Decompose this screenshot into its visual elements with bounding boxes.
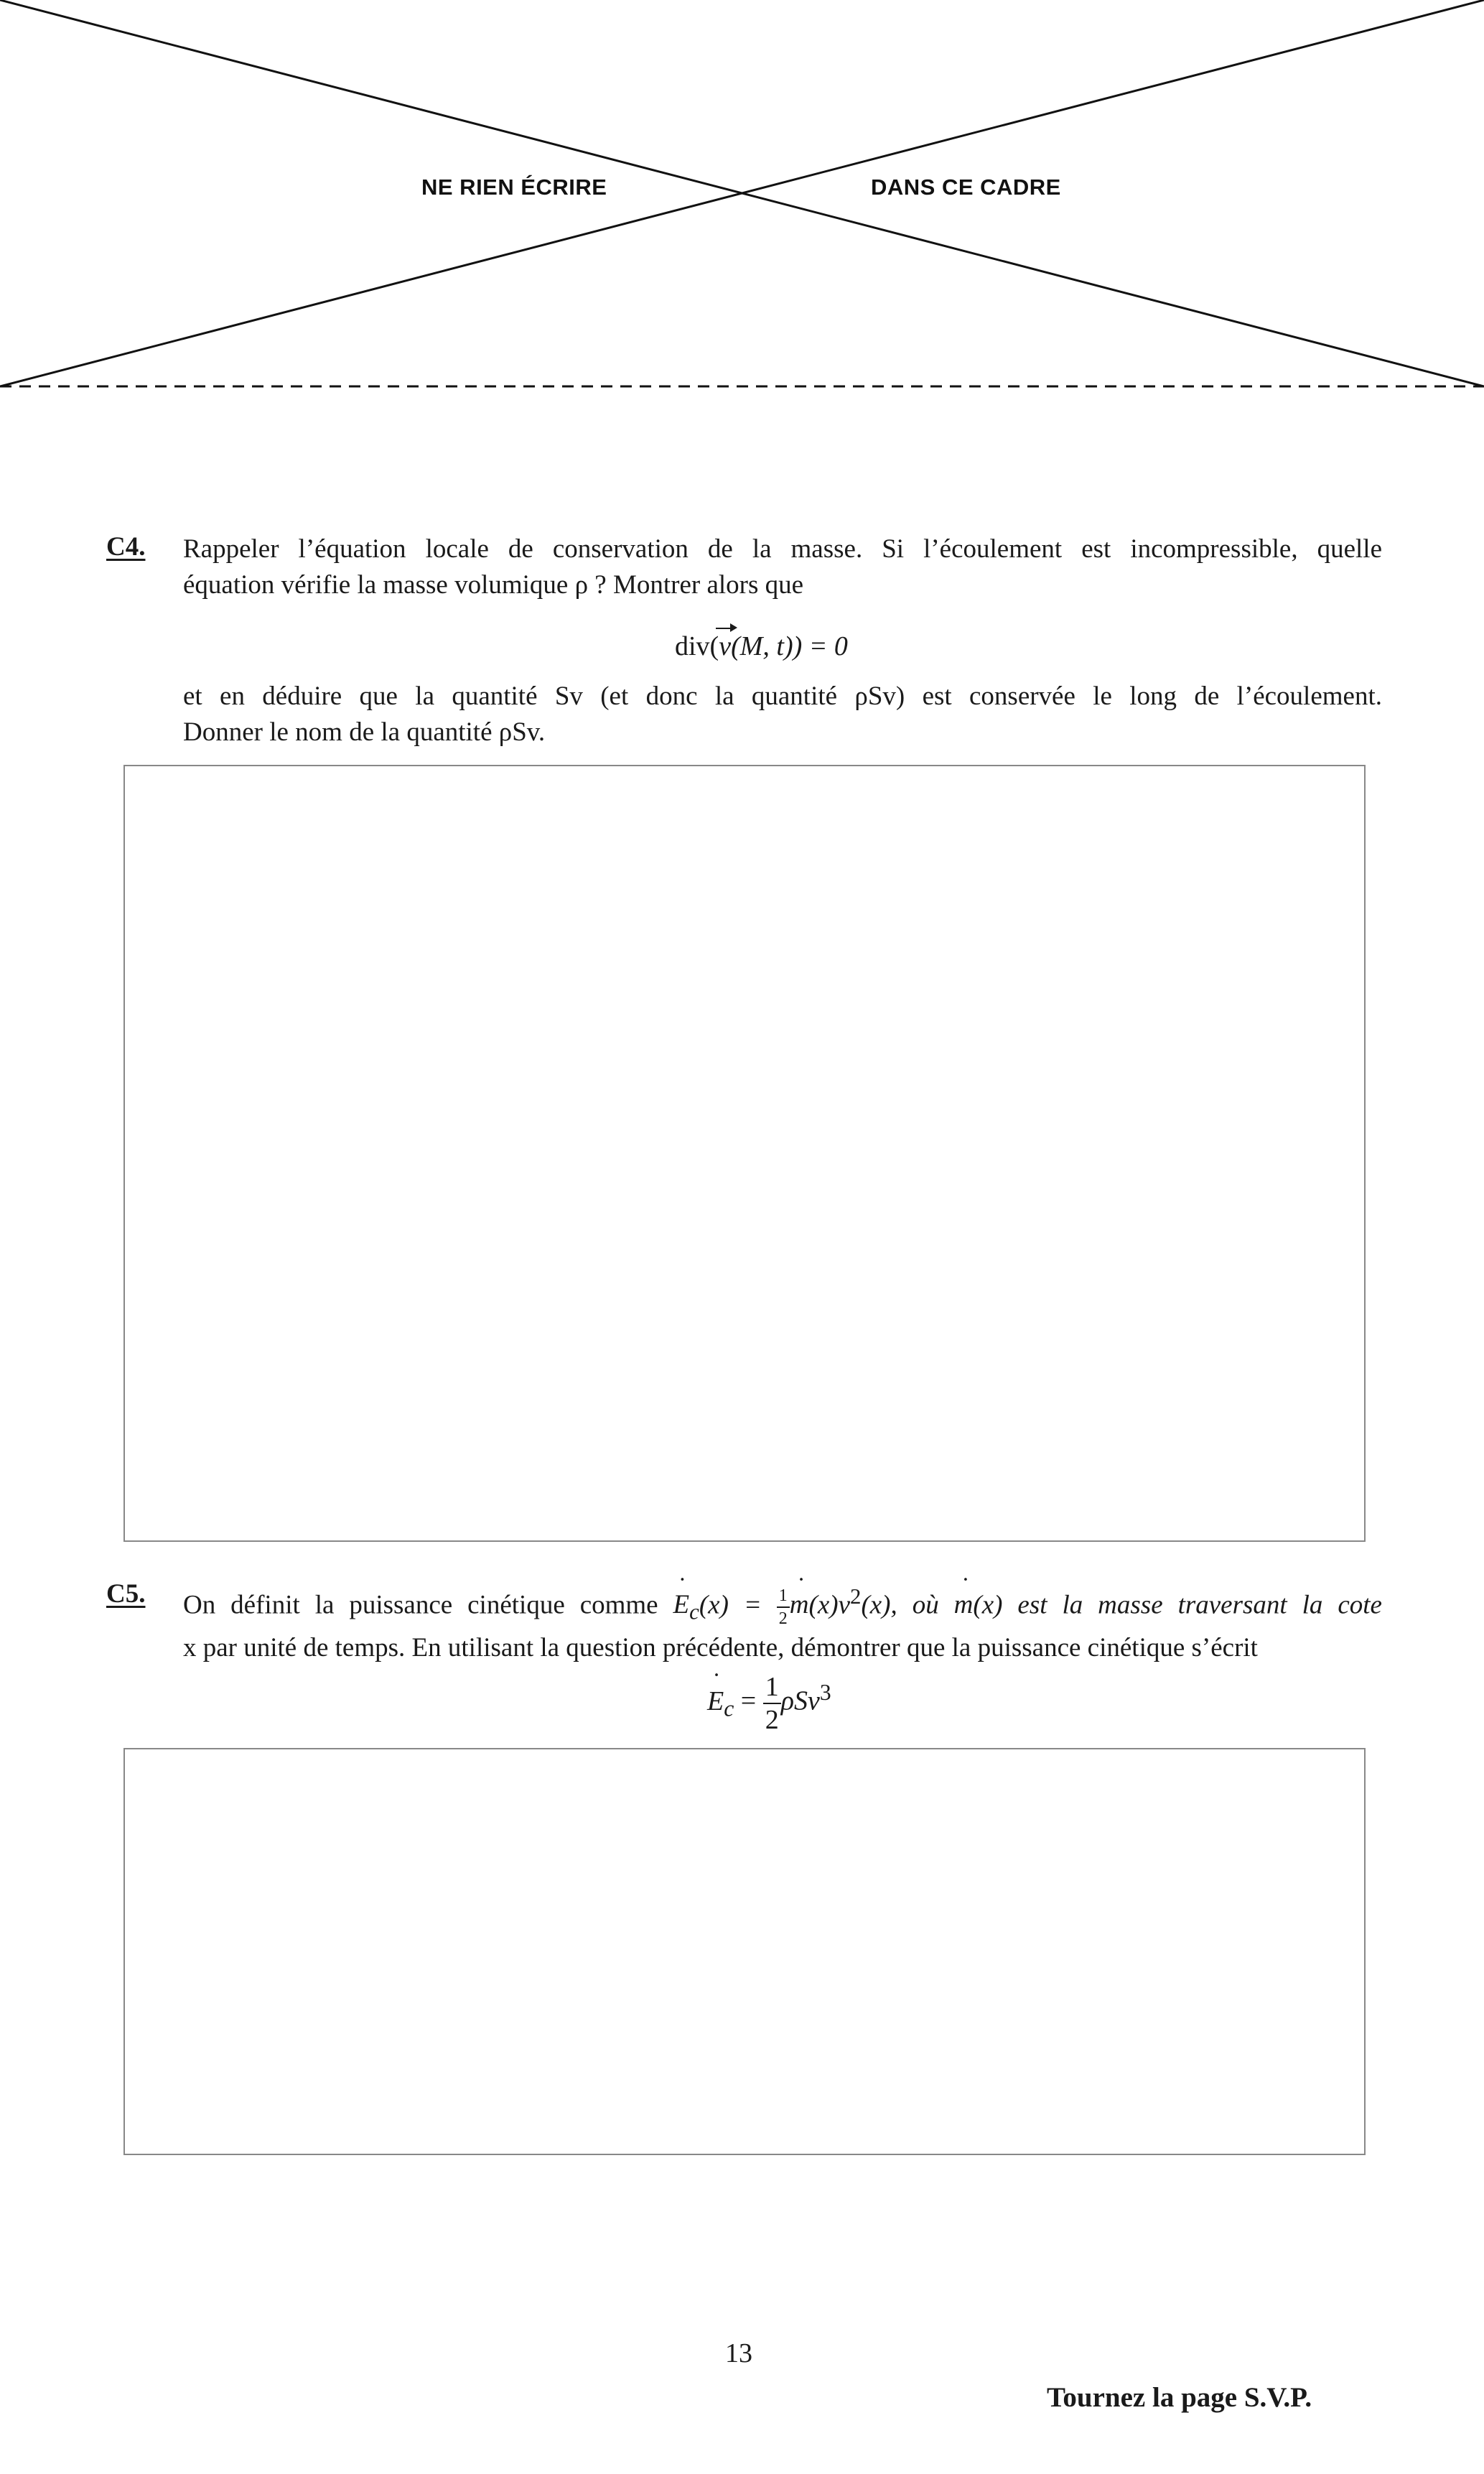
velocity-vector: v xyxy=(719,631,732,661)
c5-line-2: x par unité de temps. En utilisant la question précédente, démontrer que la puissance cinétique s’écrit xyxy=(183,1632,1258,1662)
question-c5-label: C5. xyxy=(106,1579,146,1609)
half-fraction: $\frac{1}{2}$ xyxy=(777,1587,790,1627)
c4-line-3: et en déduire que la quantité Sv (et donc la quantité ρSv) est conservée le long de l’écoulement. xyxy=(183,682,1382,711)
answer-box-c5[interactable] xyxy=(123,1748,1366,2155)
question-c4-text-continued xyxy=(183,679,1382,750)
no-write-label-right: DANS CE CADRE xyxy=(871,175,1061,200)
half-fraction-large: $\frac{1}{2}$ xyxy=(763,1673,781,1734)
turn-page-note: Tournez la page S.V.P. xyxy=(1047,2382,1312,2413)
question-c5-text xyxy=(183,1578,1382,1666)
question-c4-label: C4. xyxy=(106,532,146,562)
c4-line-4: Donner le nom de la quantité ρSv. xyxy=(183,717,546,747)
question-c4-text xyxy=(183,531,1382,603)
c4-equation-divergence: div(v(M, t)) = 0 xyxy=(675,631,848,661)
answer-box-c4[interactable] xyxy=(123,765,1366,1542)
c4-line-2: équation vérifie la masse volumique ρ ? Montrer alors que xyxy=(183,570,804,600)
no-write-label-left: NE RIEN ÉCRIRE xyxy=(421,175,607,200)
page-number: 13 xyxy=(725,2338,752,2368)
c4-line-1: Rappeler l’équation locale de conservation de la masse. Si l’écoulement est incompressible, quelle xyxy=(183,534,1382,564)
c5-equation-kinetic-power: ˙ $E_c$ = $\frac{1}{2}$ ρSv$^3$ xyxy=(707,1673,831,1734)
c5-line-1: On définit la puissance cinétique comme ˙ $E_c(x)$ = $\frac{1}{2}$ ˙ $m(x)v^2(x)$, où ˙ m(x) est la masse traversant la cote xyxy=(183,1578,1382,1630)
no-write-zone-cross xyxy=(0,0,1484,391)
